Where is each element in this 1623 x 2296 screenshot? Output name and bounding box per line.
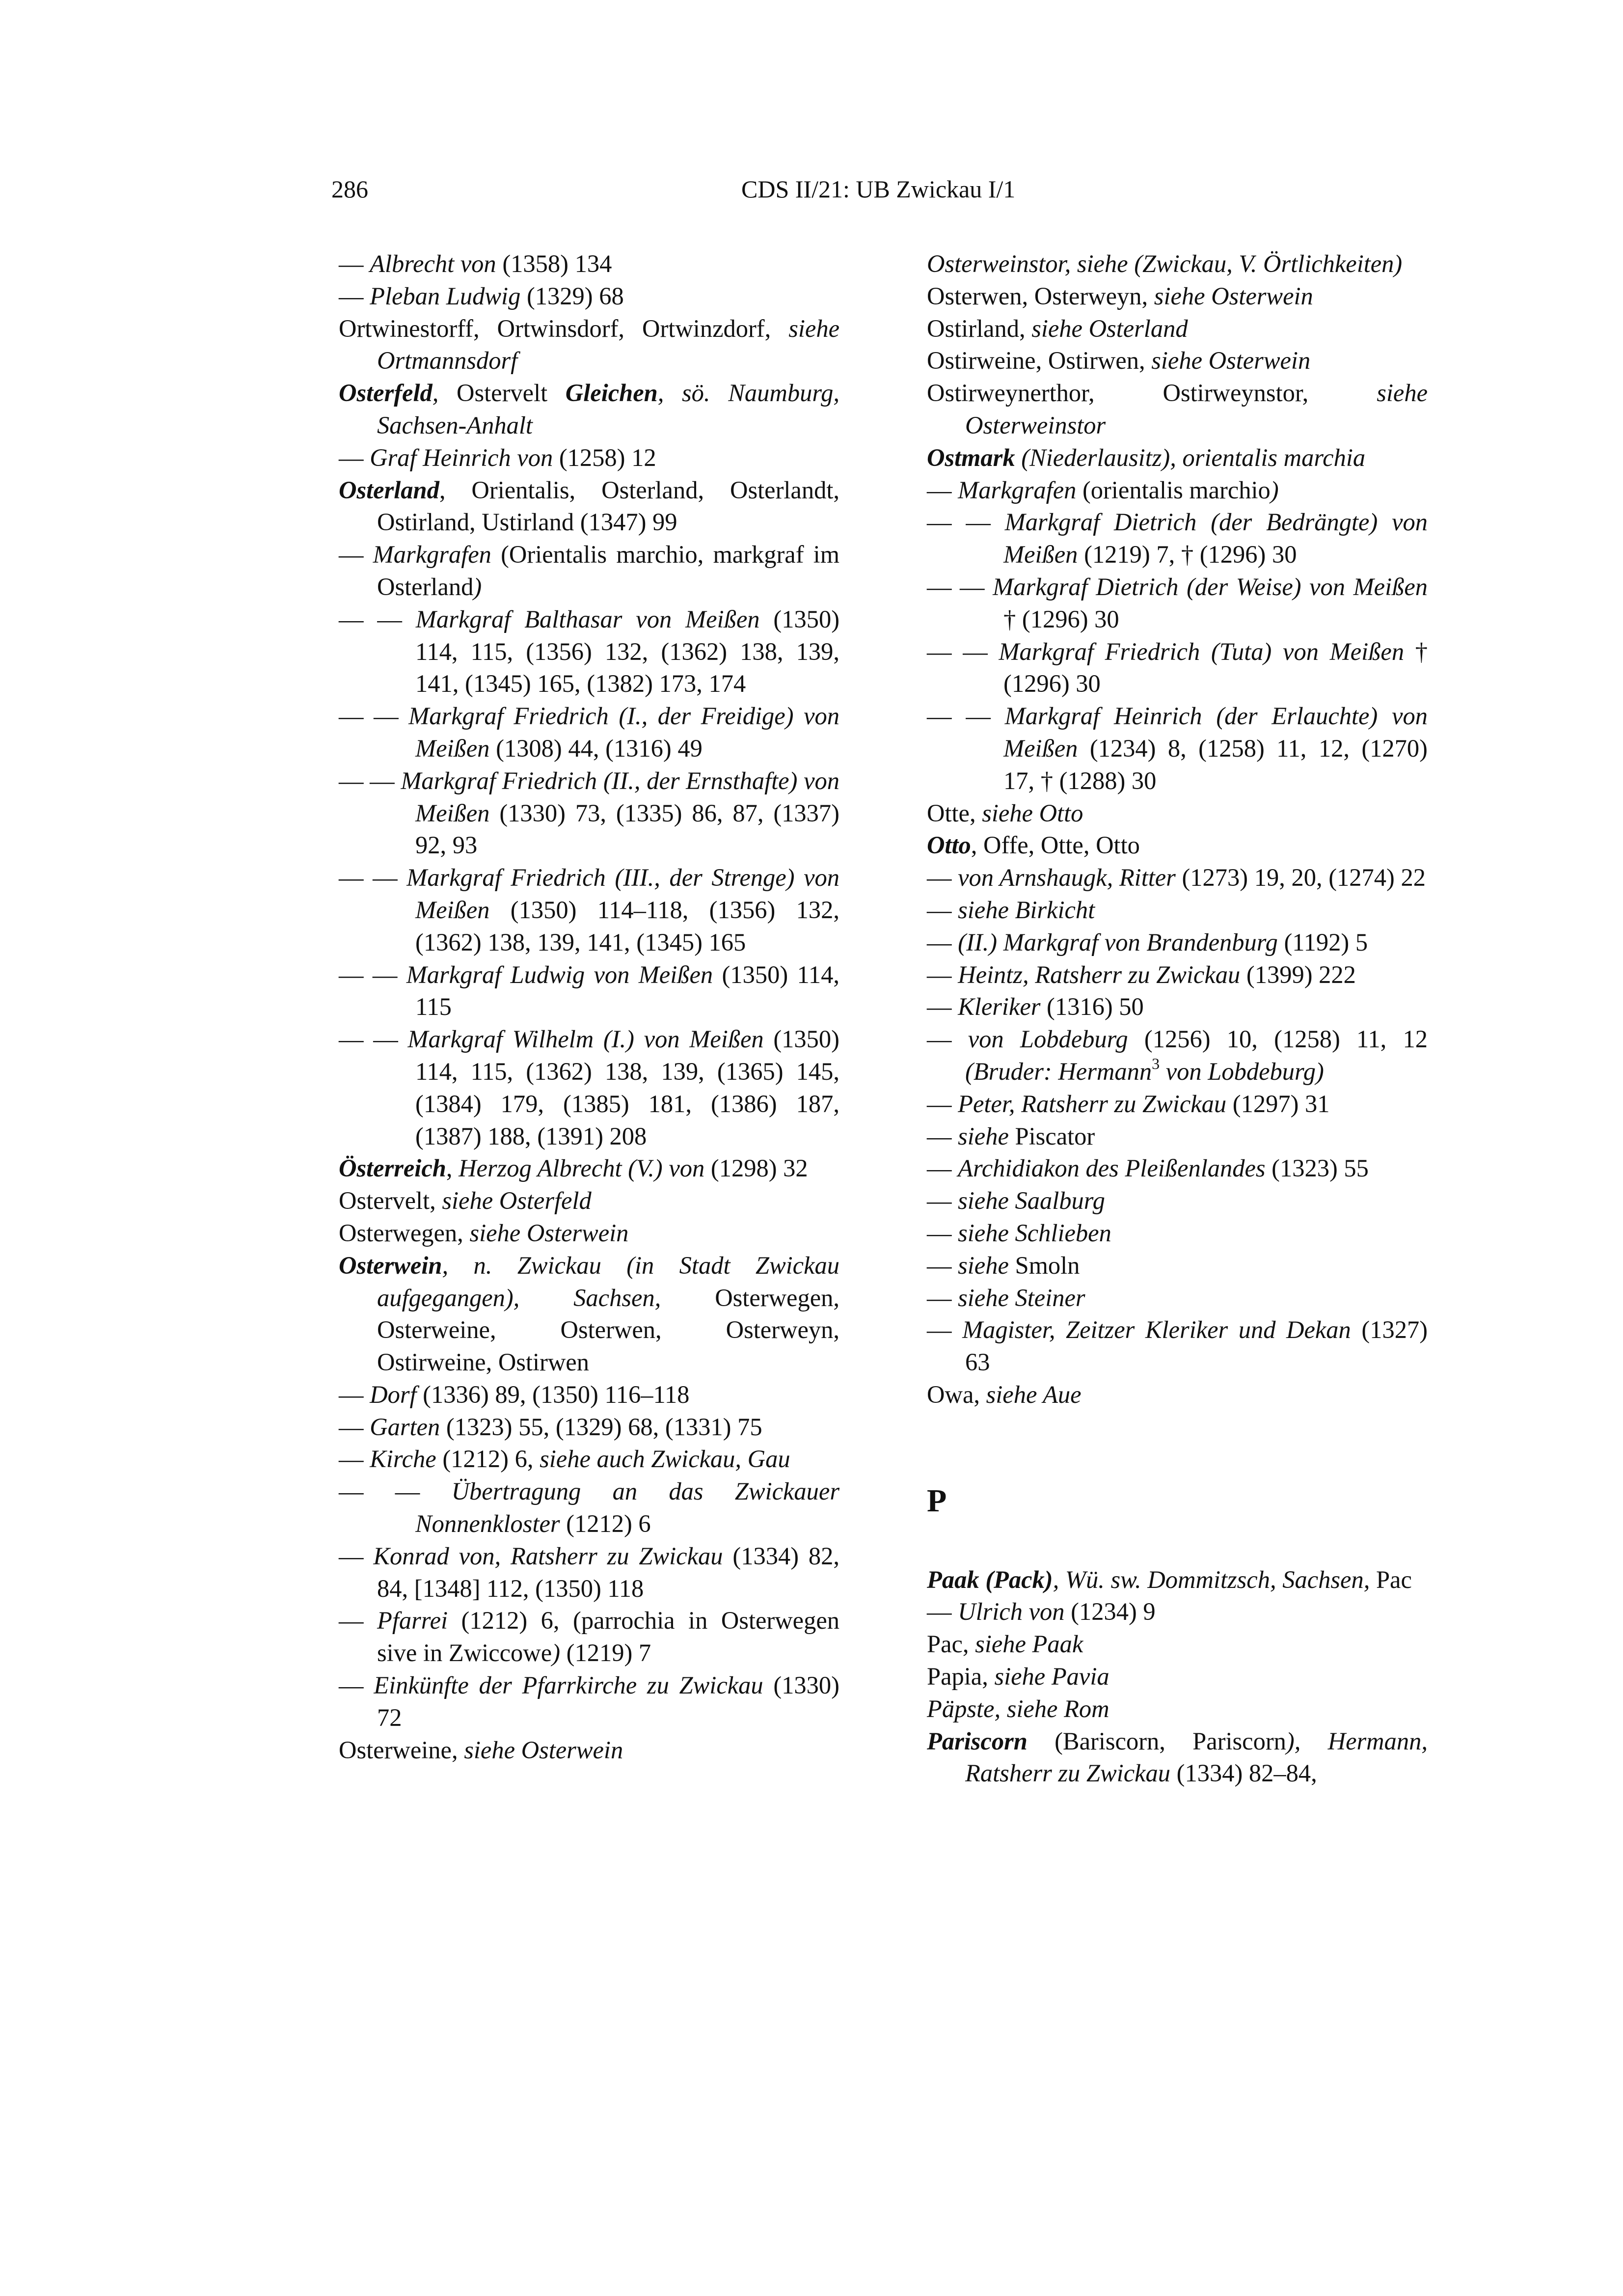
entry-text: siehe Paak bbox=[975, 1630, 1083, 1658]
entry-headword: Ostmark bbox=[927, 443, 1015, 471]
index-entry bbox=[339, 1250, 839, 1379]
entry-text: (1350) 114, 115 bbox=[415, 960, 839, 1021]
entry-text: Peter, Ratsherr zu Zwickau bbox=[958, 1090, 1227, 1118]
index-entry bbox=[339, 1217, 839, 1250]
entry-text: Markgraf Dietrich (der Bedrängte) von Meißen bbox=[1003, 508, 1428, 569]
entry-dash: — — bbox=[339, 702, 409, 730]
index-subentry bbox=[339, 1379, 839, 1411]
entry-text: (1334) 82–84, bbox=[1170, 1759, 1317, 1787]
entry-text: Markgraf Friedrich (III., der Strenge) von Meißen bbox=[406, 864, 839, 924]
entry-text: Otte, bbox=[927, 799, 982, 827]
entry-text: siehe Osterweinstor bbox=[965, 379, 1428, 439]
entry-text: Pfarrei bbox=[377, 1607, 448, 1635]
entry-dash: — bbox=[339, 443, 370, 471]
entry-text: Markgraf Balthasar von Meißen bbox=[415, 605, 760, 633]
entry-text: (1212) 6, (parrochia in Osterwegen sive in Zwiccowe bbox=[377, 1607, 840, 1667]
index-subentry bbox=[927, 700, 1428, 797]
index-subentry bbox=[927, 474, 1428, 507]
entry-dash: — — bbox=[339, 960, 406, 988]
entry-dash: — bbox=[339, 1413, 370, 1441]
entry-text: siehe Schlieben bbox=[958, 1219, 1111, 1247]
entry-text: Kleriker bbox=[958, 993, 1041, 1021]
entry-text: † (1296) 30 bbox=[1003, 605, 1119, 633]
entry-dash: — bbox=[927, 1598, 958, 1626]
entry-text: Markgraf Friedrich (I., der Freidige) von Meißen bbox=[408, 702, 839, 762]
entry-text: (1358) 134 bbox=[496, 250, 612, 277]
entry-dash: — bbox=[927, 1316, 963, 1344]
entry-text: (1192) 5 bbox=[1277, 928, 1368, 956]
index-subentry bbox=[927, 506, 1428, 571]
entry-text: (1350) 114–118, (1356) 132, (1362) 138, 139, 141, (1345) 165 bbox=[415, 896, 839, 956]
entry-dash: — bbox=[927, 896, 958, 924]
index-column-left bbox=[339, 248, 839, 1766]
index-entry bbox=[927, 1725, 1428, 1790]
index-subentry bbox=[339, 442, 839, 474]
index-entry bbox=[927, 377, 1428, 442]
index-subentry bbox=[339, 248, 839, 280]
entry-text: siehe Aue bbox=[986, 1380, 1082, 1408]
entry-text: siehe Osterwein bbox=[469, 1219, 629, 1247]
entry-text: Markgraf Wilhelm (I.) von Meißen bbox=[407, 1025, 764, 1053]
entry-dash: — — bbox=[927, 702, 1005, 730]
entry-text: (1308) 44, (1316) 49 bbox=[489, 734, 703, 762]
entry-dash: — bbox=[339, 250, 370, 277]
entry-text: siehe Saalburg bbox=[958, 1187, 1105, 1215]
index-subentry bbox=[927, 1185, 1428, 1217]
page-number: 286 bbox=[331, 175, 368, 203]
entry-text: siehe Birkicht bbox=[958, 896, 1095, 924]
entry-dash: — bbox=[927, 1251, 958, 1279]
index-subentry bbox=[339, 1443, 839, 1476]
entry-text: Markgrafen bbox=[958, 476, 1077, 504]
entry-text: (1330) 72 bbox=[377, 1671, 839, 1731]
entry-text: siehe bbox=[958, 1122, 1015, 1150]
entry-text: siehe Osterfeld bbox=[442, 1187, 592, 1215]
entry-text: Magister, Zeitzer Kleriker und Dekan bbox=[962, 1316, 1351, 1344]
entry-dash: — — bbox=[339, 864, 407, 892]
index-subentry bbox=[927, 1596, 1428, 1628]
page-header bbox=[331, 169, 1289, 209]
index-subentry bbox=[927, 1023, 1428, 1088]
index-entry bbox=[927, 1661, 1428, 1693]
entry-text: siehe Osterland bbox=[1031, 314, 1188, 342]
entry-text: (1212) 6 bbox=[560, 1510, 651, 1538]
entry-text: Markgraf Dietrich (der Weise) von Meißen bbox=[993, 573, 1428, 601]
entry-text: Markgraf Friedrich (Tuta) von Meißen bbox=[999, 637, 1405, 665]
entry-text: Markgraf Friedrich (II., der Ernsthafte) von Meißen bbox=[401, 766, 839, 827]
entry-text: Ostervelt, bbox=[339, 1187, 442, 1215]
index-subentry bbox=[927, 1282, 1428, 1314]
entry-text: (1336) 89, (1350) 116–118 bbox=[416, 1380, 690, 1408]
superscript: 3 bbox=[1152, 1054, 1160, 1072]
entry-dash: — bbox=[927, 1187, 958, 1215]
entry-text: Markgrafen bbox=[373, 541, 491, 569]
entry-text: Dorf bbox=[370, 1380, 417, 1408]
index-subentry bbox=[339, 1605, 839, 1669]
running-head: CDS II/21: UB Zwickau I/1 bbox=[741, 175, 1016, 203]
entry-dash: — — bbox=[927, 573, 993, 601]
entry-text: siehe bbox=[958, 1251, 1015, 1279]
entry-text: siehe Steiner bbox=[958, 1284, 1085, 1312]
entry-text: (1350) 114, 115, (1356) 132, (1362) 138, 139, 141, (1345) 165, (1382) 173, 174 bbox=[415, 605, 840, 698]
entry-text: siehe Ortmannsdorf bbox=[377, 314, 839, 375]
entry-text: (1297) 31 bbox=[1226, 1090, 1330, 1118]
entry-text: (1258) 12 bbox=[553, 443, 656, 471]
entry-text: , n. Zwickau (in Stadt Zwickau aufgegangen), Sachsen, bbox=[377, 1251, 839, 1312]
entry-text: (1298) 32 bbox=[704, 1154, 808, 1182]
entry-dash: — — bbox=[339, 1025, 408, 1053]
entry-text: Albrecht von bbox=[370, 250, 496, 277]
entry-text: Ostervelt bbox=[457, 379, 566, 407]
entry-text: Pleban Ludwig bbox=[370, 282, 521, 310]
entry-text: Übertragung an das Zwickauer Nonnenkloster bbox=[415, 1477, 839, 1538]
index-subentry bbox=[927, 1314, 1428, 1379]
index-subentry bbox=[339, 959, 839, 1024]
index-entry bbox=[339, 1152, 839, 1185]
entry-text: , Orientalis, Osterland, Osterlandt, Ostirland, Ustirland (1347) 99 bbox=[377, 476, 839, 536]
entry-text: Konrad von, Ratsherr zu Zwickau bbox=[373, 1542, 723, 1570]
index-subentry bbox=[339, 280, 839, 313]
entry-text: (1234) 8, (1258) 11, 12, (1270) 17, † (1288) 30 bbox=[1003, 734, 1428, 794]
entry-text: Kirche bbox=[370, 1445, 436, 1473]
entry-dash: — bbox=[339, 1445, 370, 1473]
entry-dash: — bbox=[339, 1671, 374, 1699]
index-entry bbox=[339, 1185, 839, 1217]
entry-text: (II.) Markgraf von Brandenburg bbox=[958, 928, 1278, 956]
entry-headword: Österreich bbox=[339, 1154, 446, 1182]
entry-text: Ulrich von bbox=[958, 1598, 1065, 1626]
index-subentry bbox=[339, 1669, 839, 1734]
entry-dash: — bbox=[927, 1219, 958, 1247]
entry-text: siehe Otto bbox=[982, 799, 1083, 827]
entry-text: von Arnshaugk, Ritter bbox=[958, 864, 1176, 892]
entry-headword: Gleichen bbox=[565, 379, 658, 407]
entry-text: (1212) 6, bbox=[436, 1445, 540, 1473]
entry-text: , Offe, Otte, Otto bbox=[971, 831, 1140, 859]
entry-text: Osterwegen, Osterweine, Osterwen, Osterweyn, Ostirweine, Ostirwen bbox=[377, 1284, 839, 1376]
index-subentry bbox=[339, 1540, 839, 1605]
index-subentry bbox=[339, 539, 839, 603]
entry-dash: — bbox=[339, 1607, 378, 1635]
index-entry bbox=[339, 474, 839, 539]
index-subentry bbox=[927, 636, 1428, 701]
entry-text: von Lobdeburg bbox=[968, 1025, 1128, 1053]
entry-text: Pac bbox=[1376, 1565, 1412, 1593]
index-entry bbox=[927, 829, 1428, 862]
index-subentry bbox=[339, 1411, 839, 1444]
entry-text: (1234) 9 bbox=[1064, 1598, 1156, 1626]
entry-headword: Otto bbox=[927, 831, 971, 859]
index-entry bbox=[927, 1628, 1428, 1661]
entry-dash: — bbox=[339, 541, 373, 569]
index-entry bbox=[339, 377, 839, 442]
entry-dash: — bbox=[927, 960, 958, 988]
entry-text: ) bbox=[552, 1639, 561, 1667]
entry-text: siehe Pavia bbox=[994, 1663, 1109, 1691]
index-entry bbox=[927, 1564, 1428, 1596]
entry-text: , bbox=[446, 1154, 459, 1182]
entry-text: (1219) 7, † (1296) 30 bbox=[1078, 541, 1297, 569]
entry-text: (1273) 19, 20, (1274) 22 bbox=[1175, 864, 1426, 892]
entry-headword: Osterfeld bbox=[339, 379, 433, 407]
entry-text: Osterweinstor, siehe (Zwickau, V. Örtlichkeiten) bbox=[927, 250, 1403, 277]
entry-text: Osterwen, Osterweyn, bbox=[927, 282, 1154, 310]
entry-text: Ostirweynerthor, Ostirweynstor, bbox=[927, 379, 1377, 407]
entry-text: (Bruder: Hermann bbox=[965, 1057, 1152, 1085]
index-subentry bbox=[927, 1121, 1428, 1153]
entry-text: (1316) 50 bbox=[1040, 993, 1144, 1021]
entry-text: Graf Heinrich von bbox=[370, 443, 553, 471]
index-entry bbox=[927, 280, 1428, 313]
section-letter: P bbox=[927, 1482, 947, 1519]
entry-text: ) bbox=[473, 573, 482, 601]
index-subentry bbox=[927, 1217, 1428, 1250]
entry-text: (Bariscorn, Pariscorn bbox=[1027, 1727, 1286, 1755]
entry-dash: — bbox=[927, 1025, 968, 1053]
index-entry bbox=[339, 1734, 839, 1767]
entry-text: (1329) 68 bbox=[520, 282, 624, 310]
entry-text: (1334) 82, 84, [1348] 112, (1350) 118 bbox=[377, 1542, 840, 1602]
entry-text: (1327) 63 bbox=[965, 1316, 1428, 1376]
index-subentry bbox=[339, 862, 839, 958]
entry-text: (Orientalis marchio, markgraf im Osterland bbox=[377, 541, 839, 601]
entry-text: Osterwegen, bbox=[339, 1219, 470, 1247]
index-entry bbox=[339, 313, 839, 378]
entry-text: (1323) 55, (1329) 68, (1331) 75 bbox=[440, 1413, 762, 1441]
entry-text: Päpste, siehe Rom bbox=[927, 1695, 1109, 1722]
entry-text: Owa, bbox=[927, 1380, 986, 1408]
entry-text: Garten bbox=[370, 1413, 440, 1441]
entry-dash: — bbox=[927, 1090, 958, 1118]
index-entry bbox=[927, 442, 1428, 474]
index-subentry bbox=[927, 571, 1428, 636]
index-entry bbox=[927, 1693, 1428, 1725]
entry-dash: — — bbox=[927, 508, 1005, 536]
entry-dash: — bbox=[339, 1380, 370, 1408]
entry-dash: — bbox=[927, 864, 958, 892]
index-subentry bbox=[927, 1088, 1428, 1121]
entry-text: (1350) 114, 115, (1362) 138, 139, (1365) 145, (1384) 179, (1385) 181, (1386) 187, (1387) 188, (1391) 208 bbox=[415, 1025, 839, 1150]
entry-text: Ostirweine, Ostirwen, bbox=[927, 347, 1152, 375]
entry-dash: — bbox=[927, 993, 958, 1021]
index-subentry bbox=[927, 894, 1428, 927]
entry-text: ), Hermann, Ratsherr zu Zwickau bbox=[965, 1727, 1428, 1787]
index-subentry bbox=[339, 700, 839, 765]
entry-text: (1399) 222 bbox=[1240, 960, 1356, 988]
entry-text: siehe Osterwein bbox=[1151, 347, 1311, 375]
index-column-right bbox=[927, 248, 1428, 1790]
entry-text: Einkünfte der Pfarrkirche zu Zwickau bbox=[374, 1671, 763, 1699]
entry-dash: — — bbox=[339, 605, 416, 633]
index-subentry bbox=[339, 603, 839, 700]
index-entry bbox=[927, 345, 1428, 377]
entry-dash: — bbox=[339, 282, 370, 310]
index-subentry bbox=[339, 1476, 839, 1540]
entry-text: siehe auch Zwickau, Gau bbox=[540, 1445, 790, 1473]
entry-headword: Osterland bbox=[339, 476, 439, 504]
entry-text: (1323) 55 bbox=[1265, 1154, 1369, 1182]
entry-text: Ortwinestorff, Ortwinsdorf, Ortwinzdorf, bbox=[339, 314, 789, 342]
entry-dash: — bbox=[927, 1122, 958, 1150]
entry-text: † (1296) 30 bbox=[1003, 637, 1428, 698]
index-subentry bbox=[927, 927, 1428, 959]
index-subentry bbox=[339, 1023, 839, 1152]
entry-text: Smoln bbox=[1015, 1251, 1080, 1279]
index-entry bbox=[927, 1379, 1428, 1411]
index-entry bbox=[927, 797, 1428, 830]
entry-text: , bbox=[432, 379, 457, 407]
index-subentry bbox=[927, 959, 1428, 991]
entry-dash: — bbox=[339, 1542, 374, 1570]
entry-text: Pac, bbox=[927, 1630, 975, 1658]
index-subentry bbox=[927, 991, 1428, 1023]
entry-text: von Lobdeburg) bbox=[1160, 1057, 1324, 1085]
entry-text: Archidiakon des Pleißenlandes bbox=[958, 1154, 1266, 1182]
entry-text: Markgraf Heinrich (der Erlauchte) von Meißen bbox=[1003, 702, 1428, 762]
entry-text: (1256) 10, (1258) 11, 12 bbox=[1128, 1025, 1428, 1053]
index-subentry bbox=[927, 1152, 1428, 1185]
entry-dash: — bbox=[927, 1284, 958, 1312]
index-entry bbox=[927, 313, 1428, 345]
entry-headword: Osterwein bbox=[339, 1251, 442, 1279]
entry-dash: — bbox=[927, 476, 958, 504]
entry-dash: — — bbox=[927, 637, 999, 665]
entry-text: Papia, bbox=[927, 1663, 995, 1691]
index-subentry bbox=[339, 765, 839, 862]
entry-text: (Niederlausitz), orientalis marchia bbox=[1015, 443, 1366, 471]
entry-text: Markgraf Ludwig von Meißen bbox=[406, 960, 713, 988]
entry-text: , sö. Naumburg, Sachsen-Anhalt bbox=[377, 379, 839, 439]
entry-text: , Wü. sw. Dommitzsch, Sachsen, bbox=[1053, 1565, 1376, 1593]
entry-headword: Paak (Pack) bbox=[927, 1565, 1053, 1593]
entry-text: siehe Osterwein bbox=[1154, 282, 1313, 310]
entry-dash: — — bbox=[339, 1477, 452, 1505]
entry-text: Osterweine, bbox=[339, 1736, 464, 1764]
entry-dash: — bbox=[927, 1154, 958, 1182]
entry-text: Piscator bbox=[1015, 1122, 1095, 1150]
entry-text: ) bbox=[1270, 476, 1279, 504]
index-entry bbox=[927, 248, 1428, 280]
entry-text: (1219) 7 bbox=[560, 1639, 651, 1667]
entry-dash: — — bbox=[339, 766, 401, 794]
entry-text: (1330) 73, (1335) 86, 87, (1337) 92, 93 bbox=[415, 799, 839, 859]
entry-text: Ostirland, bbox=[927, 314, 1032, 342]
entry-headword: Pariscorn bbox=[927, 1727, 1028, 1755]
entry-text: Herzog Albrecht (V.) von bbox=[459, 1154, 705, 1182]
entry-text: Heintz, Ratsherr zu Zwickau bbox=[958, 960, 1241, 988]
entry-dash: — bbox=[927, 928, 958, 956]
index-subentry bbox=[927, 862, 1428, 894]
index-subentry bbox=[927, 1250, 1428, 1282]
entry-text: siehe Osterwein bbox=[464, 1736, 623, 1764]
entry-text: (orientalis marchio bbox=[1076, 476, 1271, 504]
